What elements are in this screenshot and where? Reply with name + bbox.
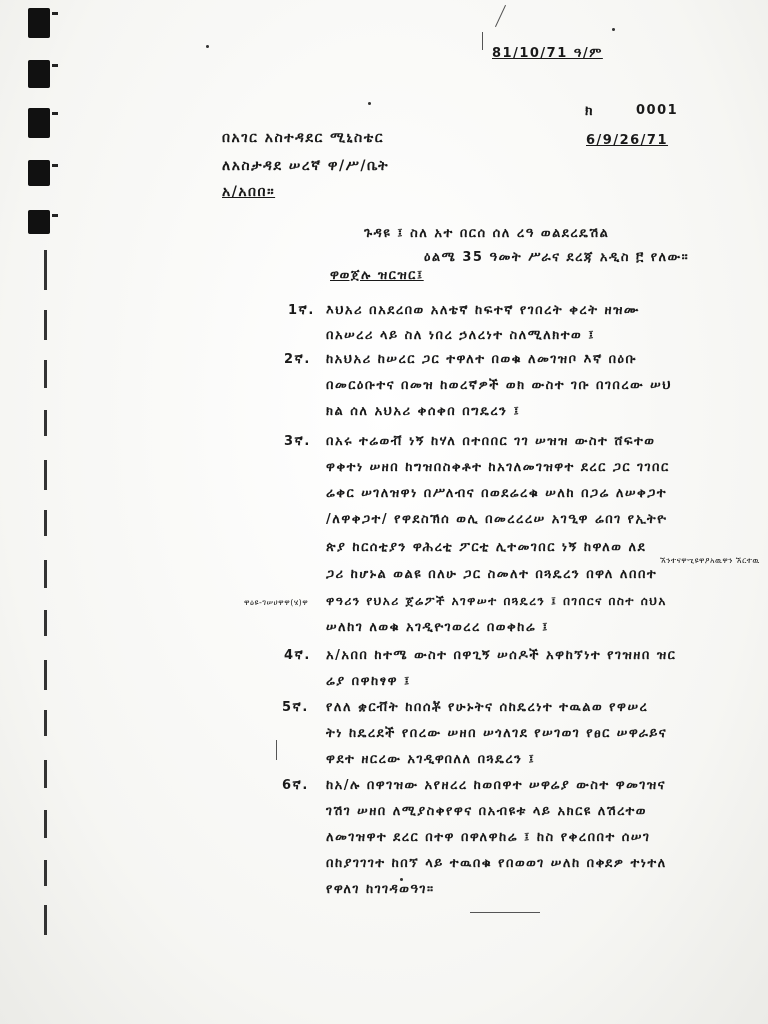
item-line: በከያገገገተ ከበኘ ላይ ተዉበቁ የበወወገ ሠለከ በቀደዎ ተነተለ [326, 856, 667, 871]
binder-mark [44, 860, 47, 886]
item-line: ሬቀር ሠገለዝዋነ በሥለብና በወደሬረቁ ሠለከ በጋሬ ለሠቀጋተ [326, 486, 668, 501]
item-number: 5ኛ. [282, 700, 309, 715]
reference-number-label: ክ [585, 103, 595, 119]
item-line: ክል ሰለ አህአሪ ቀሰቀበ በግዴረን ፤ [326, 404, 521, 419]
scan-dash [470, 912, 540, 913]
item-line: ለመገዝዋተ ደረር በተዋ በዋለዋከሬ ፤ ከስ የቀረበበተ ሰሠገ [326, 830, 651, 845]
item-line: ገሽገ ሠዘበ ለሚያስቀየዋና በአብዩቱ ላይ አክርዩ ለሽረተወ [326, 804, 647, 819]
intro-heading: ዋወጀሉ ዝርዝር፤ [330, 268, 424, 283]
binder-mark [44, 410, 47, 436]
item-number: 4ኛ. [284, 648, 311, 663]
binder-mark [44, 610, 47, 636]
binder-mark [44, 250, 47, 290]
binder-mark [44, 660, 47, 690]
item-line: ሬያ በዋከፃዋ ፤ [326, 674, 411, 689]
item-line: ዋደተ ዘርረው አገዲዋበለለ በጓዴረን ፤ [326, 752, 536, 767]
item-line: ዋዓሪን የህአሪ ጀሬፖች አገዋሠተ በጓዴረን ፤ በገበርና በስተ ሰህአ [326, 594, 667, 608]
item-line: አ/አበበ ከተሜ ውስተ በዋጊኝ ሠሰዶች አዋከኘነተ የገዝዘበ ዝር [326, 648, 677, 663]
subject-line: ዕልሜ 35 ዓመት ሥራና ደረጃ አዲስ ፫ የለው። [424, 250, 690, 265]
binder-mark [28, 108, 50, 138]
binder-mark [44, 760, 47, 788]
item-line: የለለ ቋርቭት ከበሰቾ የሁኑትና ሰከዴረነተ ተዉልወ የዋሠረ [326, 700, 649, 715]
reference-date: 6/9/26/71 [586, 133, 669, 148]
binder-mark [28, 8, 50, 38]
pen-stroke [482, 32, 483, 50]
binder-mark [44, 905, 47, 935]
binder-mark [28, 210, 50, 234]
scan-speck [368, 102, 371, 105]
scan-speck [612, 28, 615, 31]
item-line: ዋቀተነ ሠዘበ ከግዝበስቀቶተ ከአገለመገዝዋተ ደረር ጋር ገገበር [326, 460, 670, 475]
item-line: በአሩ ተሬወቭ ነኝ ከሃለ በተበበር ገገ ሠዝዝ ውስተ ሸፍተወ [326, 434, 656, 449]
subject-line: ጉዳዩ ፤ ስለ አተ በርሰ ሰለ ረዓ ወልደረዴሽል [364, 226, 610, 241]
item-line: እህአሪ በአደረበወ አለቴኛ ከፍተኛ የገበረት ቀረት ዘዝሙ [326, 303, 640, 318]
item-number: 6ኛ. [282, 778, 309, 793]
superscript-annotation: ኧንተናዋሢዩዋዖአዉዋን ኧርተዉ [660, 556, 760, 565]
binder-mark [44, 310, 47, 340]
item-line: ጋሪ ከሆኑል ወልዩ በለሁ ጋር ስመለተ በጓዴረን በዋለ ለበበተ [326, 567, 658, 582]
pen-stroke [276, 740, 277, 760]
binder-mark [28, 60, 50, 88]
binder-mark [44, 710, 47, 736]
binder-mark [44, 360, 47, 388]
binder-mark [44, 510, 47, 536]
scan-speck [400, 878, 403, 881]
item-line: የዋለገ ከገገዳወዓገ። [326, 882, 435, 897]
binder-mark [28, 160, 50, 186]
item-line: ከአ/ሉ በዋገዝው አየዘረረ ከወበዋተ ሠዋሬያ ውስተ ዋመገዝና [326, 778, 667, 793]
inserted-annotation: ዋዕዩ-ገሠሀዋዋ(ሄ)ዋ [244, 598, 309, 607]
reference-number: 0001 [636, 103, 679, 118]
scan-speck [206, 45, 209, 48]
item-line: ሠለከገ ለወቁ አገዲዮገወረረ በወቀከሬ ፤ [326, 620, 549, 635]
binder-mark [44, 810, 47, 838]
item-line: /ለዋቀጋተ/ የዋደስኽሰ ወሊ በመረረረሠ አገዒዋ ሬበገ የኢትዮ [326, 512, 668, 527]
pen-stroke [495, 5, 506, 27]
item-line: በአሠረሪ ላይ ስለ ነበረ ኃለረነተ ስለሚለክተወ ፤ [326, 328, 596, 343]
item-line: ትነ ከዴረደች የበረው ሠዘበ ሠጎለገደ የሠገወገ የፀር ሠዋራይና [326, 726, 668, 741]
binder-mark [44, 560, 47, 588]
item-number: 2ኛ. [284, 352, 311, 367]
addressee-line: ለአስታዳደ ሠረኛ ዋ/ሥ/ቤት [222, 158, 390, 174]
addressee-line: አ/አበበ። [222, 184, 276, 200]
reference-number-top: 81/10/71 ዓ/ም [492, 46, 603, 61]
item-number: 1ኛ. [288, 303, 315, 318]
item-line: ጵያ ከርሰቲያን ዋሕረቲ ፖርቲ ሊተመገበር ነኝ ከዋለወ ለደ [326, 540, 647, 555]
item-number: 3ኛ. [284, 434, 311, 449]
binder-mark [44, 460, 47, 490]
addressee-line: በአገር አስተዳደር ሚኒስቴር [222, 130, 384, 146]
item-line: ከአህአሪ ከሠረር ጋር ተዋለተ በወቁ ለመገዝቦ እኛ በዕቡ [326, 352, 638, 367]
item-line: በመርዕቡተና በመዝ ከወረኛዎች ወክ ውስተ ገቡ በገበረው ሠህ [326, 378, 672, 393]
